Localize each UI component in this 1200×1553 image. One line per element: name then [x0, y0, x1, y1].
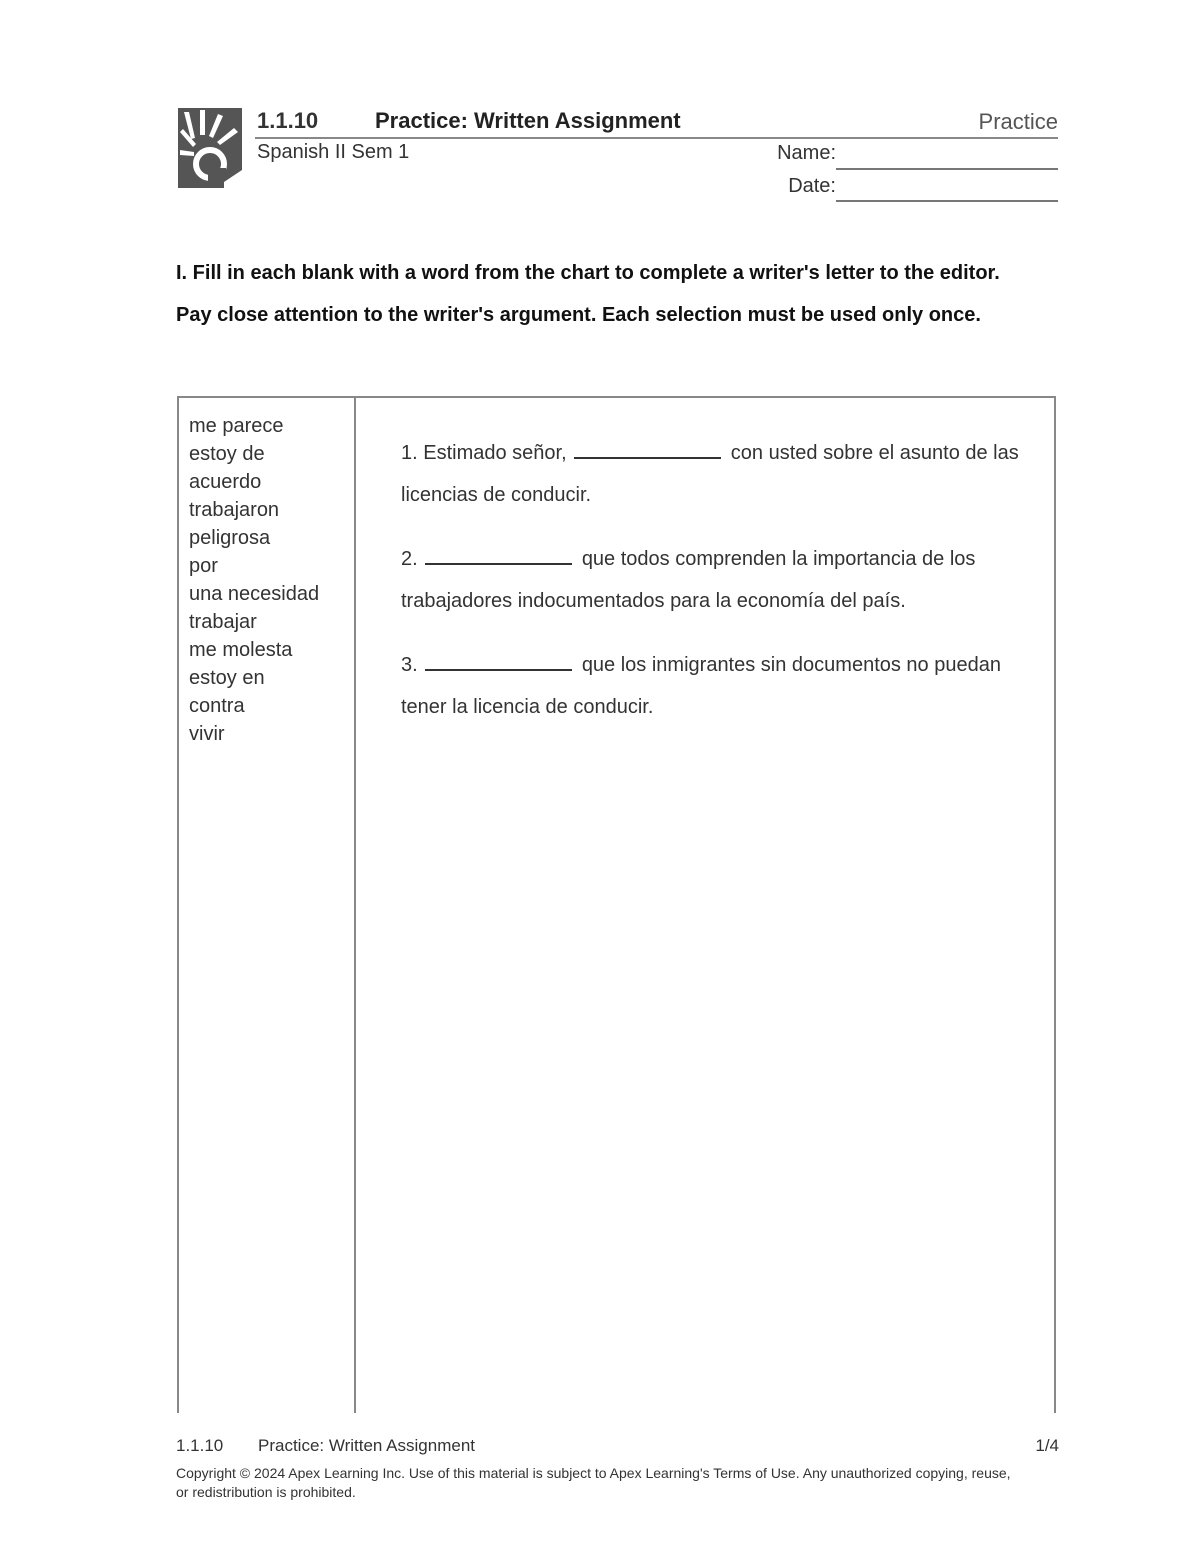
sentence-list: [401, 432, 1051, 750]
header-divider: [255, 137, 1058, 139]
date-field[interactable]: [836, 200, 1058, 202]
answer-blank-3[interactable]: [425, 649, 572, 671]
copyright-notice: Copyright © 2024 Apex Learning Inc. Use of this material is subject to Apex Learning's Terms of Use. Any unauthorized copying, reuse, or redistribution is prohibited.: [176, 1465, 1011, 1500]
answer-blank-2[interactable]: [425, 543, 572, 565]
footer-title: Practice: Written Assignment: [258, 1436, 475, 1455]
name-field[interactable]: [836, 168, 1058, 170]
word-bank-item: estoy de: [189, 443, 265, 465]
sentence-suffix: que todos comprenden la importancia de los trabajadores indocumentados para la economía del país.: [401, 548, 976, 612]
word-bank: [179, 398, 356, 1413]
sentence-prefix: 1. Estimado señor,: [401, 442, 567, 464]
word-bank-item: vivir: [189, 723, 225, 745]
word-bank-item: estoy en: [189, 667, 265, 689]
word-bank-item: trabajar: [189, 611, 257, 633]
footer-lesson-number: 1.1.10: [176, 1436, 224, 1455]
word-bank-item: trabajaron: [189, 499, 280, 521]
assignment-type: Practice: [978, 109, 1058, 134]
exercise-table: [177, 396, 1056, 1413]
answer-blank-1[interactable]: [574, 437, 721, 459]
word-bank-item: me parece: [189, 415, 284, 437]
word-bank-item: me molesta: [189, 639, 293, 661]
sentence-prefix: 2.: [401, 548, 418, 570]
assignment-title: Practice: Written Assignment: [375, 108, 681, 133]
sentence-suffix: que los inmigrantes sin documentos no puedan tener la licencia de conducir.: [401, 654, 1001, 718]
apex-learning-logo-icon: [178, 108, 242, 188]
word-bank-item: peligrosa: [189, 527, 271, 549]
sentence-2: [401, 538, 1051, 622]
word-bank-item: una necesidad: [189, 583, 320, 605]
word-bank-item: acuerdo: [189, 471, 262, 493]
lesson-number: 1.1.10: [257, 108, 319, 133]
word-bank-item: contra: [189, 695, 245, 717]
name-label: Name:: [777, 142, 836, 164]
instructions: I. Fill in each blank with a word from the chart to complete a writer's letter to the editor. Pay close attention to the writer's argument. Each selection must be used only once.: [176, 262, 1000, 326]
sentence-suffix: con usted sobre el asunto de las licencias de conducir.: [401, 442, 1019, 506]
sentence-prefix: 3.: [401, 654, 418, 676]
course-name: Spanish II Sem 1: [257, 141, 410, 163]
sentence-3: [401, 644, 1051, 728]
page-number: 1/4: [1035, 1436, 1059, 1455]
word-bank-item: por: [189, 555, 218, 577]
sentence-1: [401, 432, 1051, 516]
word-bank-list: [189, 412, 354, 748]
date-label: Date:: [788, 175, 836, 197]
